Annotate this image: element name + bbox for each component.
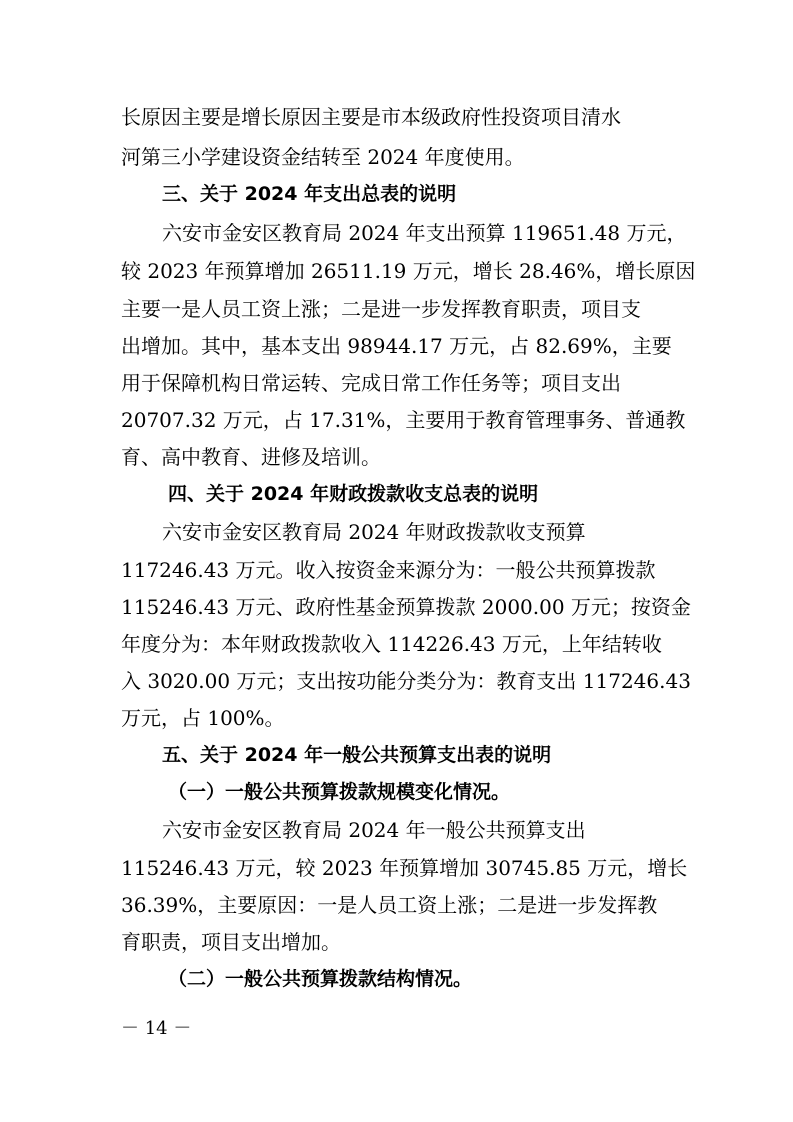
body-text-line: 115246.43 万元，较 2023 年预算增加 30745.85 万元，增长 bbox=[121, 856, 688, 880]
subsection-heading-2: （二）一般公共预算拨款结构情况。 bbox=[168, 968, 473, 990]
body-text-line: 用于保障机构日常运转、完成日常工作任务等；项目支出 bbox=[121, 371, 621, 395]
body-text-line: 六安市金安区教育局 2024 年财政拨款收支预算 bbox=[162, 520, 586, 544]
body-text-line: 入 3020.00 万元；支出按功能分类分为：教育支出 117246.43 bbox=[121, 669, 691, 693]
body-text-line: 117246.43 万元。收入按资金来源分为：一般公共预算拨款 bbox=[121, 558, 656, 582]
subsection-heading-1: （一）一般公共预算拨款规模变化情况。 bbox=[168, 781, 511, 803]
body-text-line: 育、高中教育、进修及培训。 bbox=[121, 445, 381, 469]
body-text-line: 主要一是人员工资上涨；二是进一步发挥教育职责，项目支 bbox=[121, 297, 641, 321]
body-text-line: 36.39%，主要原因：一是人员工资上涨；二是进一步发挥教 bbox=[121, 893, 658, 917]
body-text-line: 长原因主要是增长原因主要是市本级政府性投资项目清水 bbox=[121, 105, 621, 129]
body-text-line: 河第三小学建设资金结转至 2024 年度使用。 bbox=[121, 145, 525, 169]
section-heading-3: 三、关于 2024 年支出总表的说明 bbox=[162, 183, 457, 205]
section-heading-4: 四、关于 2024 年财政拨款收支总表的说明 bbox=[168, 483, 539, 505]
body-text-line: 出增加。其中，基本支出 98944.17 万元，占 82.69%，主要 bbox=[121, 334, 672, 358]
body-text-line: 115246.43 万元、政府性基金预算拨款 2000.00 万元；按资金 bbox=[121, 595, 691, 619]
body-text-line: 万元，占 100%。 bbox=[121, 706, 285, 730]
body-text-line: 育职责，项目支出增加。 bbox=[121, 930, 341, 954]
body-text-line: 六安市金安区教育局 2024 年支出预算 119651.48 万元， bbox=[162, 221, 687, 245]
body-text-line: 较 2023 年预算增加 26511.19 万元，增长 28.46%，增长原因 bbox=[121, 259, 696, 283]
page-number: － 14 － bbox=[121, 1018, 192, 1039]
body-text-line: 六安市金安区教育局 2024 年一般公共预算支出 bbox=[162, 818, 586, 842]
body-text-line: 20707.32 万元，占 17.31%，主要用于教育管理事务、普通教 bbox=[121, 408, 686, 432]
section-heading-5: 五、关于 2024 年一般公共预算支出表的说明 bbox=[162, 744, 552, 766]
body-text-line: 年度分为：本年财政拨款收入 114226.43 万元，上年结转收 bbox=[121, 632, 662, 656]
